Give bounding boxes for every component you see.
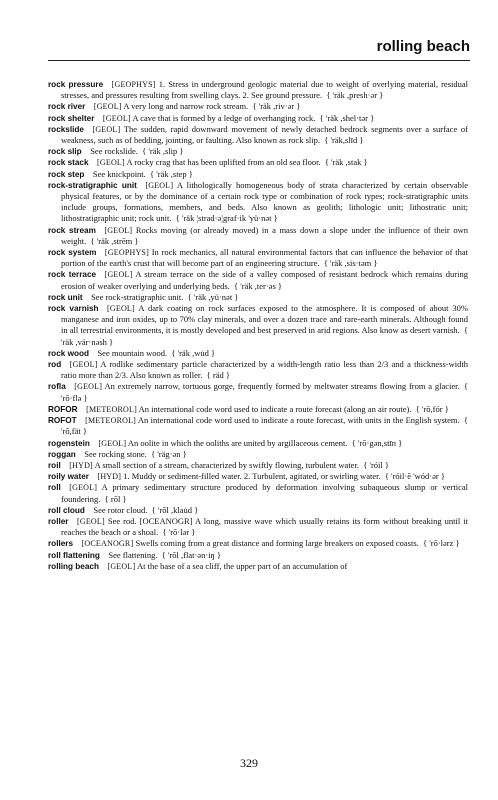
entry-term: rolling beach	[48, 561, 99, 571]
entry-field-label: [GEOL]	[74, 382, 103, 392]
dictionary-entry	[48, 482, 468, 504]
entry-term: rock-stratigraphic unit	[48, 180, 137, 190]
entry-definition: See rocking stone.	[84, 448, 147, 459]
entry-field-label: [GEOL]	[98, 438, 127, 448]
entry-term: roil	[48, 460, 61, 470]
entry-term: rock wood	[48, 348, 89, 358]
dictionary-entry	[48, 381, 468, 403]
running-head: rolling beach	[376, 38, 470, 55]
entry-field-label: [GEOL]	[92, 124, 121, 134]
entry-definition: A rocky crag that has been uplifted from an old sea floor.	[126, 157, 321, 168]
dictionary-entry	[48, 415, 468, 437]
entry-term: rock slip	[48, 147, 82, 157]
entry-term: rock step	[48, 169, 85, 179]
dictionary-entry	[48, 460, 468, 471]
entry-pronunciation: { 'räk ,ter·əs }	[234, 280, 282, 291]
entry-definition: A stream terrace on the side of a valley composed of resistant bedrock which remains during erosion of weaker overlying and underlying beds.	[61, 269, 468, 291]
entry-pronunciation: { 'räk ,yü·nət }	[187, 291, 239, 302]
entry-pronunciation: { 'räk,slīd }	[324, 135, 364, 146]
entry-term: rogenstein	[48, 438, 90, 448]
entry-term: rock river	[48, 102, 86, 112]
entry-definition: An international code word used to indicate a route forecast (along an air route).	[138, 403, 412, 414]
entry-definition: See rockslide.	[90, 146, 138, 157]
entry-field-label: [GEOL]	[76, 516, 105, 526]
entry-pronunciation: { 'räk ,step }	[150, 168, 193, 179]
entry-pronunciation: { 'rō,fór }	[415, 403, 449, 414]
entry-definition: At the base of a sea cliff, the upper part of an accumulation of	[136, 560, 348, 571]
entry-pronunciation: { 'räk ,wu̇d }	[171, 347, 216, 358]
entry-term: rock system	[48, 248, 97, 258]
dictionary-entry	[48, 225, 468, 247]
entry-pronunciation: { 'rōl ,klau̇d }	[151, 504, 199, 515]
entry-term: rockslide	[48, 124, 84, 134]
dictionary-entry	[48, 359, 468, 381]
entry-pronunciation: { räd }	[206, 370, 230, 381]
entry-pronunciation: { 'räg·ən }	[151, 448, 187, 459]
dictionary-entry	[48, 146, 468, 157]
entry-term: roggan	[48, 449, 76, 459]
entry-definition: An oolite in which the ooliths are united by argillaceous cement.	[127, 437, 348, 448]
entry-field-label: [METEOROL]	[85, 416, 137, 426]
entry-definition: A rodlike sedimentary particle characterized by a width-length ratio less than 2/3 and a thickness-width ratio more than 2/3. Also known as roller.	[61, 359, 469, 381]
dictionary-entry	[48, 124, 468, 146]
entry-definition: See knickpoint.	[92, 168, 146, 179]
dictionary-entry	[48, 404, 468, 415]
entry-pronunciation: { 'räk ¦strad·ə¦graf·ik 'yü·nət }	[175, 213, 278, 224]
entry-term: rock stream	[48, 225, 96, 235]
dictionary-entry	[48, 505, 468, 516]
entry-pronunciation: { 'rō·lərz }	[423, 538, 460, 549]
entry-term: roll	[48, 483, 61, 493]
entry-pronunciation: { 'räk ,stak }	[324, 157, 368, 168]
dictionary-entry	[48, 550, 468, 561]
entry-field-label: [HYD]	[69, 460, 93, 470]
entry-pronunciation: { 'räk ,slip }	[142, 146, 184, 157]
entry-definition: A dark coating on rock surfaces exposed to the atmosphere. It is composed of about 30% manganese and iron oxides, up to 70% clay minerals, and over a dozen trace and rare-earth minerals. Although found in all terrestrial environments, it is mostly developed and best preserved in arid regions. Also know as desert varnish.	[61, 303, 469, 336]
entry-term: roller	[48, 516, 69, 526]
entry-term: ROFOR	[48, 404, 78, 414]
dictionary-entry	[48, 438, 468, 449]
dictionary-entry	[48, 516, 468, 538]
entry-definition: See rock-stratigraphic unit.	[91, 291, 184, 302]
entry-field-label: [GEOPHYS]	[111, 80, 156, 89]
entry-pronunciation: { 'rōl ,flat·ən·iŋ }	[161, 549, 221, 560]
entry-field-label: [GEOL]	[97, 158, 125, 168]
entry-definition: The sudden, rapid downward movement of newly detached bedrock segments over a surface of weakness, such as of bedding, jointing, or faulting. Also known as rock slip.	[61, 123, 468, 146]
entry-field-label: [GEOL]	[69, 360, 98, 370]
entry-pronunciation: { 'rō,fät }	[61, 415, 468, 437]
header-rule	[48, 60, 470, 61]
entry-definition: 1. Stress in underground geologic material due to weight of overlying material, residual stresses, and pressures resulting from swelling clays. 2. See ground pressure.	[61, 79, 468, 101]
entry-pronunciation: { rōl }	[104, 493, 127, 504]
entry-definition: A lithologically homogeneous body of strata characterized by certain observable physical features, or by the dominance of a certain rock type or combination of rock types; rock-stratigraphic units include groups, formations, members, and beds. Also known as geolith; lithologic unit; lithostratic unit; lithostratigraphic unit; rock unit.	[61, 179, 469, 224]
entry-definition: See rotor cloud.	[93, 504, 148, 515]
entry-field-label: [OCEANOGR]	[81, 539, 134, 549]
entry-term: roll flattening	[48, 550, 100, 560]
dictionary-entry	[48, 292, 468, 303]
entry-term: ROFOT	[48, 416, 77, 426]
entry-pronunciation: { 'róil }	[363, 459, 389, 470]
entry-field-label: [GEOL]	[102, 113, 131, 123]
entry-term: roily water	[48, 472, 89, 482]
entry-field-label: [METEOROL]	[86, 404, 137, 414]
entry-term: rock unit	[48, 292, 83, 302]
entry-pronunciation: { 'róil·ē 'wód·ər }	[384, 471, 445, 482]
entry-pronunciation: { 'räk ,presh·ər }	[326, 90, 384, 101]
entry-term: rock stack	[48, 158, 89, 168]
entry-field-label: [GEOL]	[93, 102, 122, 112]
entry-field-label: [GEOL]	[104, 270, 133, 280]
entry-field-label: [GEOPHYS]	[104, 248, 149, 258]
entry-definition: An extremely narrow, tortuous gorge, frequently formed by meltwater streams flowing from a glacier.	[104, 381, 460, 392]
entry-term: rofla	[48, 382, 66, 392]
entry-term: rock varnish	[48, 304, 99, 314]
dictionary-entry	[48, 247, 468, 269]
dictionary-entry	[48, 113, 468, 124]
entry-pronunciation: { 'rō·flə }	[61, 381, 468, 403]
entry-definition: A primary sedimentary structure produced by deformation involving subaqueous slump or vertical foundering.	[61, 482, 468, 504]
entry-pronunciation: { 'rō·gən,stīn }	[351, 437, 403, 448]
entry-pronunciation: { 'räk ,riv·ər }	[252, 101, 301, 112]
dictionary-entry	[48, 538, 468, 549]
dictionary-entry	[48, 79, 468, 101]
dictionary-entry	[48, 303, 468, 348]
entry-term: rock shelter	[48, 113, 95, 123]
dictionary-entry	[48, 561, 468, 572]
entry-definition: Rocks moving (or already moved) in a mass down a slope under the influence of their own weight.	[61, 224, 468, 246]
entry-definition: Swells coming from a great distance and forming large breakers on exposed coasts.	[135, 538, 419, 549]
entry-term: rock pressure	[48, 80, 104, 89]
entry-field-label: [GEOL]	[107, 304, 135, 314]
entry-pronunciation: { 'räk ,strēm }	[90, 235, 139, 246]
entry-term: rollers	[48, 539, 74, 549]
entry-field-label: [HYD]	[97, 472, 122, 482]
entry-term: rod	[48, 360, 62, 370]
dictionary-entry	[48, 348, 468, 359]
entry-definition: 1. Muddy or sediment-filled water. 2. Turbulent, agitated, or swirling water.	[123, 471, 381, 482]
entry-term: roll cloud	[48, 505, 85, 515]
entry-field-label: [GEOL]	[145, 180, 174, 190]
entry-field-label: [GEOL]	[107, 561, 136, 571]
entry-definition: A small section of a stream, characterized by swiftly flowing, turbulent water.	[94, 459, 359, 470]
dictionary-entry	[48, 101, 468, 112]
entry-definition: See mountain wood.	[97, 347, 168, 358]
entry-pronunciation: { 'räk ,vär·nəsh }	[61, 325, 468, 347]
entry-term: rock terrace	[48, 270, 97, 280]
dictionary-entry	[48, 449, 468, 460]
entry-definition: A cave that is formed by a ledge of overhanging rock.	[132, 112, 316, 123]
entry-field-label: [GEOL]	[104, 225, 133, 235]
dictionary-entries	[48, 79, 468, 572]
entry-definition: See flattening.	[108, 549, 158, 560]
entry-definition: A very long and narrow rock stream.	[123, 101, 249, 112]
entry-definition: In rock mechanics, all natural environmental factors that can influence the behavior of that portion of the earth's crust that will become part of an engineering structure.	[61, 247, 469, 269]
dictionary-entry	[48, 180, 468, 225]
entry-pronunciation: { 'räk ,sis·təm }	[323, 258, 378, 269]
dictionary-entry	[48, 157, 468, 168]
entry-definition: An international code word used to indicate a route forecast, with units in the English system.	[137, 415, 460, 426]
entry-field-label: [GEOL]	[69, 483, 98, 493]
entry-pronunciation: { 'rō·lər }	[162, 527, 196, 538]
page-number: 329	[240, 756, 258, 770]
entry-pronunciation: { 'räk ,shel·tər }	[319, 112, 375, 123]
dictionary-entry	[48, 471, 468, 482]
entry-definition: See rod. [OCEANOGR] A long, massive wave which usually retains its form without breaking until it reaches the beach or a shoal.	[61, 515, 468, 538]
dictionary-entry	[48, 269, 468, 291]
dictionary-entry	[48, 169, 468, 180]
